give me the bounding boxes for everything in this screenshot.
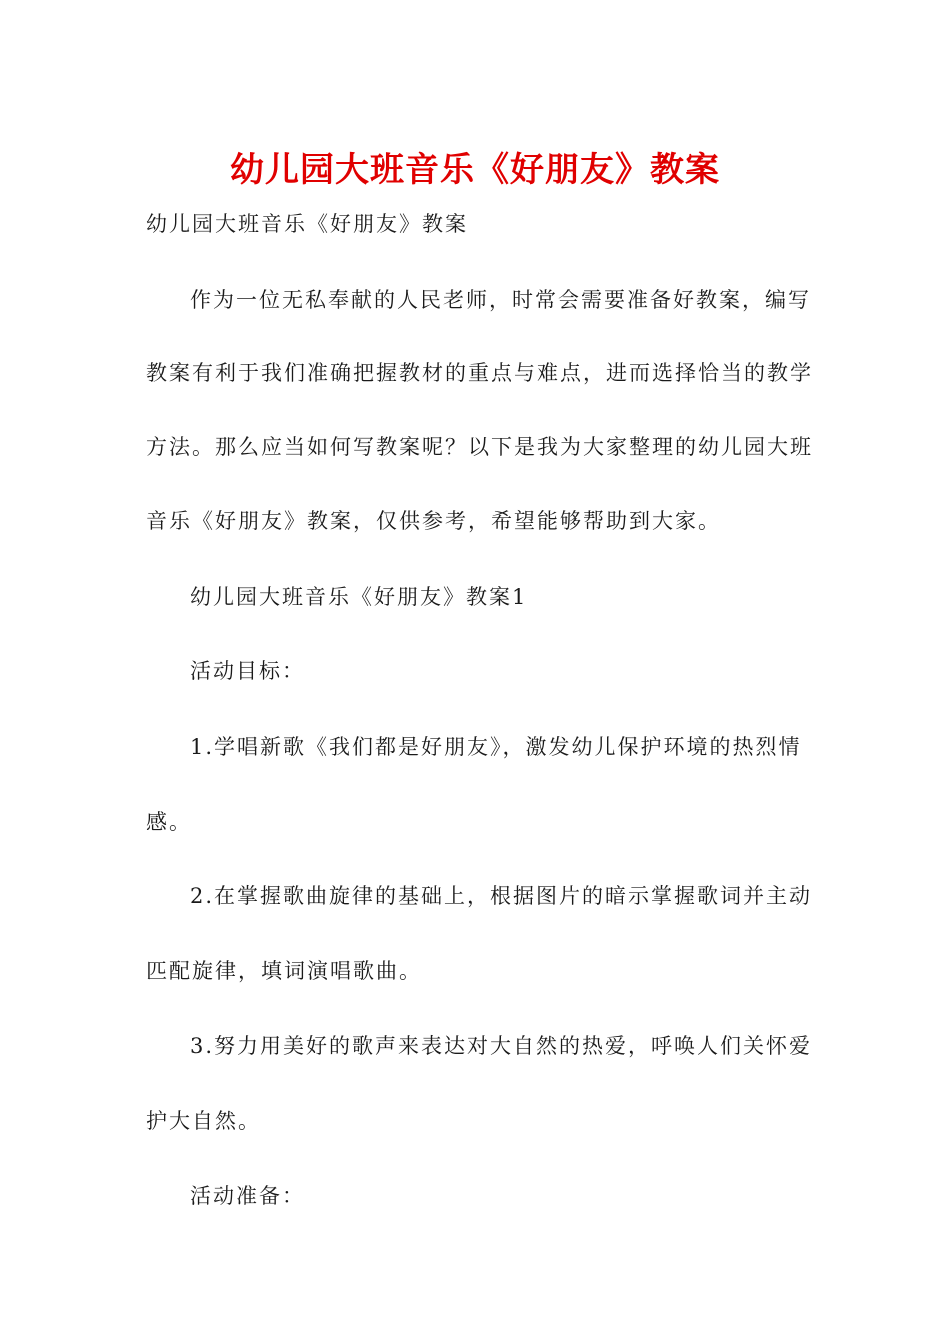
intro-paragraph-line: 音乐《好朋友》教案，仅供参考，希望能够帮助到大家。 [146,509,721,533]
goal-item-line: 匹配旋律，填词演唱歌曲。 [146,959,422,983]
intro-paragraph-line: 教案有利于我们准确把握教材的重点与难点，进而选择恰当的教学 [146,361,813,385]
goal-item-line: 2.在掌握歌曲旋律的基础上，根据图片的暗示掌握歌词并主动 [190,884,813,908]
activity-goals-heading: 活动目标： [190,659,305,683]
goal-item-line: 护大自然。 [146,1109,261,1133]
goal-item-line: 1.学唱新歌《我们都是好朋友》，激发幼儿保护环境的热烈情 [190,735,802,759]
goal-item-line: 3.努力用美好的歌声来表达对大自然的热爱，呼唤人们关怀爱 [190,1034,813,1058]
document-title: 幼儿园大班音乐《好朋友》教案 [230,150,720,190]
subtitle-line: 幼儿园大班音乐《好朋友》教案 [146,212,468,236]
intro-paragraph-line: 方法。那么应当如何写教案呢？以下是我为大家整理的幼儿园大班 [146,435,813,459]
activity-preparation-heading: 活动准备： [190,1184,305,1208]
intro-paragraph-line: 作为一位无私奉献的人民老师，时常会需要准备好教案，编写 [190,288,811,312]
section-heading: 幼儿园大班音乐《好朋友》教案1 [190,585,528,609]
goal-item-line: 感。 [146,810,192,834]
